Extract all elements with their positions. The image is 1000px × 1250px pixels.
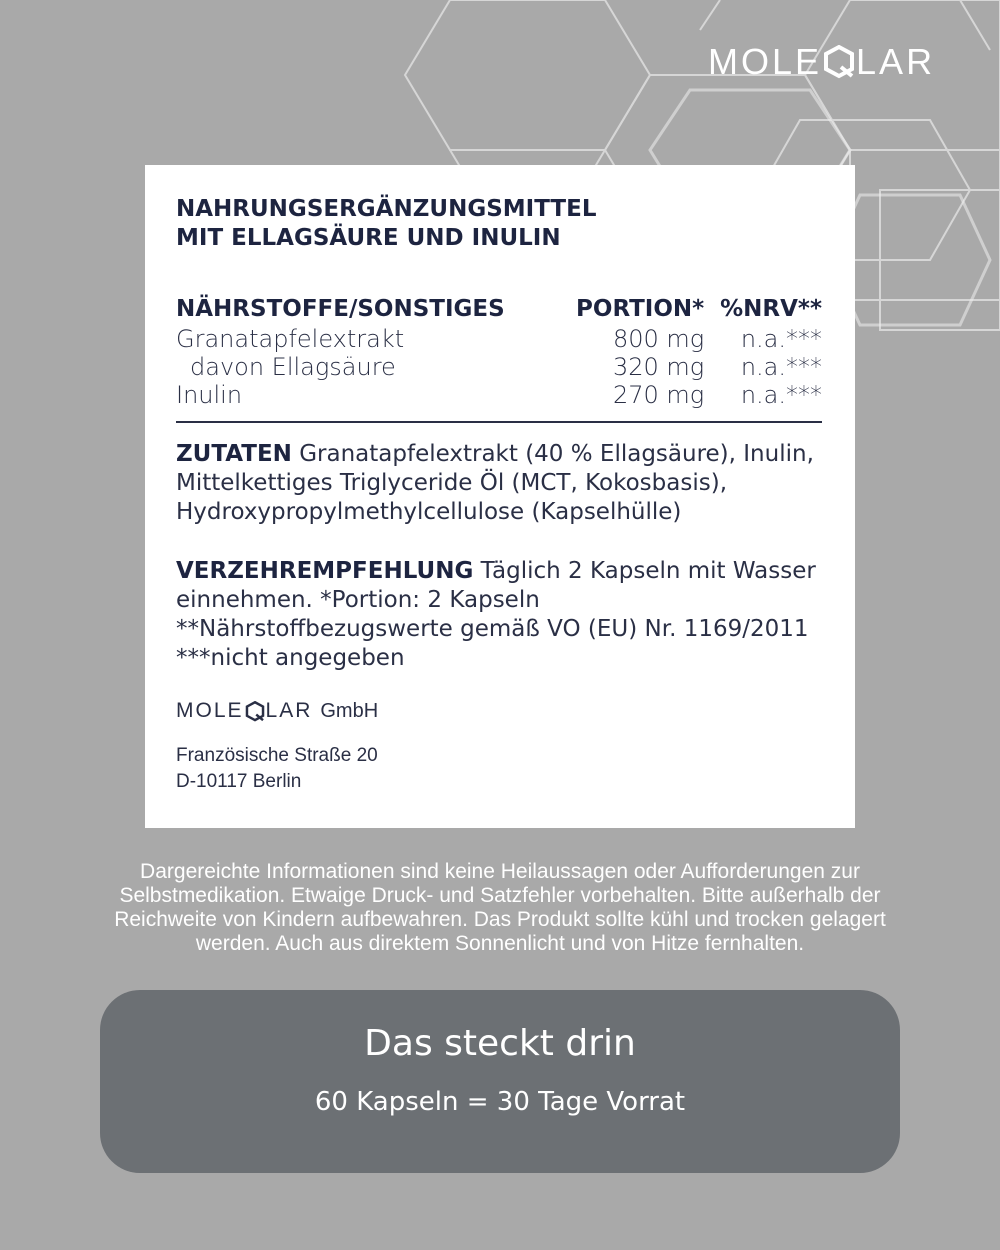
company-logo — [176, 699, 312, 723]
table-row — [176, 353, 822, 381]
nutrient-nrv: n.a.*** — [740, 353, 822, 381]
info-box-subtitle: 60 Kapseln = 30 Tage Vorrat — [314, 1087, 686, 1117]
table-row — [176, 381, 822, 409]
disclaimer-line: Reichweite von Kindern aufbewahren. Das Produkt sollte kühl und trocken gelagert — [114, 908, 886, 931]
header-nutrients: NÄHRSTOFFE/SONSTIGES — [176, 296, 505, 322]
nutrition-table — [176, 295, 822, 409]
disclaimer-line: Selbstmedikation. Etwaige Druck- und Satzfehler vorbehalten. Bitte außerhalb der — [119, 884, 881, 907]
table-divider — [176, 421, 822, 423]
disclaimer-line: Dargereichte Informationen sind keine Heilaussagen oder Aufforderungen zur — [140, 860, 860, 883]
nutrient-portion: 320 mg — [612, 353, 705, 381]
company-logo-text-start: MOLE — [176, 699, 244, 722]
address-city: D-10117 Berlin — [176, 771, 302, 792]
address-street: Französische Straße 20 — [176, 745, 378, 766]
supplement-label-card — [145, 165, 855, 828]
nutrient-portion: 800 mg — [612, 325, 705, 353]
info-box-title: Das steckt drin — [364, 1023, 636, 1064]
company-suffix: GmbH — [320, 700, 379, 722]
product-headline — [176, 195, 823, 253]
nutrient-nrv: n.a.*** — [740, 381, 822, 409]
headline-line-1: NAHRUNGSERGÄNZUNGSMITTEL — [176, 196, 597, 222]
ingredients-heading: ZUTATEN — [176, 441, 292, 467]
brand-logo — [708, 40, 935, 84]
nutrition-table-header — [176, 295, 822, 325]
header-nrv: %NRV** — [720, 296, 822, 322]
ingredients-text: Granatapfelextrakt (40 % Ellagsäure), Inulin, Mittelkettiges Triglyceride Öl (MCT, Kokosbasis), Hydroxypropylmethylcellulose (Kapselhülle) — [176, 441, 814, 525]
disclaimer-text — [40, 860, 960, 956]
nutrient-portion: 270 mg — [612, 381, 705, 409]
brand-logo-text-start: MOLE — [708, 41, 823, 82]
company-logo-hexagon-icon — [245, 701, 265, 722]
usage-heading: VERZEHREMPFEHLUNG — [176, 558, 474, 584]
header-portion: PORTION* — [576, 296, 705, 322]
contents-info-box — [100, 990, 900, 1173]
nutrient-name: davon Ellagsäure — [190, 353, 396, 381]
usage-text: Täglich 2 Kapseln mit Wasser einnehmen. *Portion: 2 Kapseln **Nährstoffbezugswerte gemäß VO (EU) Nr. 1169/2011 ***nicht angegeben — [176, 558, 816, 671]
table-row — [176, 325, 822, 353]
headline-line-2: MIT ELLAGSÄURE UND INULIN — [176, 225, 561, 251]
company-address — [176, 743, 823, 795]
company-name — [176, 699, 823, 723]
ingredients-paragraph — [176, 440, 823, 527]
usage-paragraph — [176, 557, 823, 673]
nutrient-name: Granatapfelextrakt — [176, 325, 405, 353]
disclaimer-line: werden. Auch aus direktem Sonnenlicht und von Hitze fernhalten. — [195, 932, 805, 955]
logo-hexagon-icon — [823, 45, 855, 79]
brand-logo-text-end: LAR — [856, 41, 936, 82]
nutrient-name: Inulin — [176, 381, 243, 409]
nutrient-nrv: n.a.*** — [740, 325, 822, 353]
company-logo-text-end: LAR — [265, 699, 313, 722]
